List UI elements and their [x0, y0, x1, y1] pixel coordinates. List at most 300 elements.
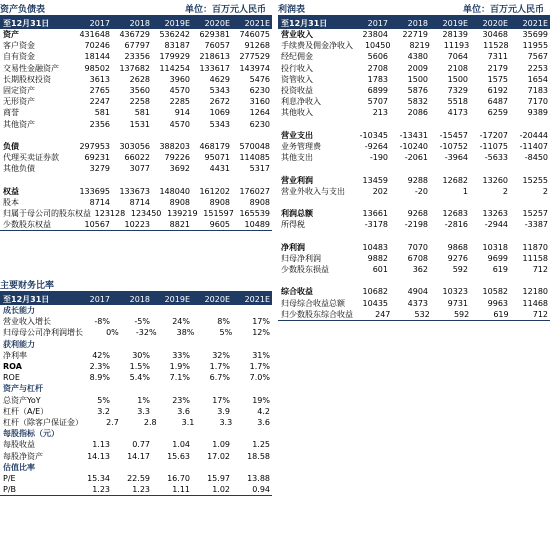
- cell-value: 1783: [367, 74, 388, 84]
- row-label: 负债: [3, 141, 19, 151]
- table-row: [278, 208, 550, 219]
- table-row: [0, 406, 272, 417]
- table-row: [278, 130, 550, 141]
- cell-value: 33%: [172, 350, 190, 360]
- cell-value: 6.7%: [209, 373, 230, 383]
- cell-value: 619: [492, 265, 508, 275]
- row-label: 利息净收入: [281, 97, 321, 107]
- cell-value: 12%: [252, 328, 270, 338]
- cell-value: -3178: [364, 220, 388, 230]
- cell-value: -20444: [519, 130, 548, 140]
- row-label: 估值比率: [3, 462, 35, 472]
- cell-value: 3560: [129, 86, 150, 96]
- cell-value: 2765: [89, 86, 110, 96]
- cell-value: 7329: [447, 86, 468, 96]
- cell-value: 2285: [169, 97, 190, 107]
- table-row: [278, 242, 550, 253]
- cell-value: 179929: [159, 52, 190, 62]
- cell-value: 123128: [94, 209, 126, 219]
- cell-value: 10450: [364, 41, 391, 51]
- cell-value: 9731: [447, 298, 468, 308]
- row-label: P/B: [3, 485, 17, 495]
- table-row: [278, 51, 550, 62]
- table-row: [0, 395, 272, 406]
- cell-value: 297953: [79, 141, 110, 151]
- row-label: 归母净利润: [281, 253, 321, 263]
- cell-value: -11407: [519, 141, 548, 151]
- cell-value: 9605: [209, 220, 230, 230]
- cell-value: 11468: [522, 298, 548, 308]
- ratios-title: 主要财务比率: [0, 281, 55, 291]
- cell-value: 22.59: [127, 473, 150, 483]
- cell-value: 4431: [209, 164, 230, 174]
- cell-value: 98502: [84, 63, 110, 73]
- cell-value: 11528: [483, 41, 509, 51]
- cell-value: 5343: [209, 119, 230, 129]
- cell-value: 9288: [407, 175, 428, 185]
- row-label: 杠杆（除客户保证金）: [3, 417, 83, 427]
- cell-value: 2.7: [106, 417, 119, 427]
- cell-value: 247: [375, 309, 391, 319]
- cell-value: 11158: [522, 253, 548, 263]
- row-label: 资产: [3, 30, 19, 40]
- table-row: [278, 174, 550, 185]
- cell-value: 10582: [482, 287, 508, 297]
- row-label: 杠杆（A/E）: [3, 406, 49, 416]
- table-row: [278, 63, 550, 74]
- table-bottom-rule: [0, 495, 272, 496]
- table-row: [0, 85, 272, 96]
- row-label: 归少数股东综合收益: [281, 309, 353, 319]
- ratios-panel: [0, 276, 272, 496]
- cell-value: 79226: [164, 153, 190, 163]
- table-row: [278, 264, 550, 275]
- row-label: 其他收入: [281, 108, 313, 118]
- cell-value: 3.3: [137, 406, 150, 416]
- table-row: [0, 208, 272, 219]
- table-row: [0, 141, 272, 152]
- cell-value: 712: [532, 309, 549, 319]
- cell-value: 2708: [367, 63, 388, 73]
- cell-value: -2816: [444, 220, 468, 230]
- cell-value: 83187: [164, 41, 190, 51]
- cell-value: 1: [462, 186, 468, 196]
- table-bottom-rule: [0, 230, 272, 231]
- table-row: [0, 40, 272, 51]
- header-year: 2020E: [204, 18, 230, 28]
- cell-value: 2258: [129, 97, 150, 107]
- row-label: 综合收益: [281, 287, 313, 297]
- cell-value: 3960: [169, 74, 190, 84]
- cell-value: 2.3%: [89, 362, 110, 372]
- cell-value: 23%: [172, 395, 190, 405]
- cell-value: 95071: [204, 153, 230, 163]
- cell-value: 3279: [89, 164, 110, 174]
- cell-value: 15.34: [87, 473, 110, 483]
- table-header-row: [0, 293, 272, 305]
- income-statement-table: [278, 17, 550, 321]
- row-label: 营业收入增长: [3, 317, 51, 327]
- cell-value: 19%: [252, 395, 270, 405]
- cell-value: 2672: [209, 97, 230, 107]
- cell-value: 8908: [249, 197, 270, 207]
- cell-value: 69231: [84, 153, 110, 163]
- cell-value: -10345: [359, 130, 388, 140]
- cell-value: 14.13: [87, 451, 110, 461]
- cell-value: 2: [502, 186, 508, 196]
- row-label: 自有资金: [3, 52, 35, 62]
- table-row: [0, 439, 272, 450]
- cell-value: 165539: [239, 209, 271, 219]
- spacer-row: [278, 119, 550, 130]
- table-row: [278, 219, 550, 230]
- cell-value: 1500: [407, 74, 428, 84]
- cell-value: 70246: [84, 41, 110, 51]
- cell-value: 3.9: [217, 406, 230, 416]
- row-label: 每股指标（元）: [3, 429, 59, 439]
- row-label: 代理买卖证券款: [3, 153, 59, 163]
- cell-value: -8450: [524, 153, 548, 163]
- cell-value: -10752: [439, 141, 468, 151]
- table-row: [0, 96, 272, 107]
- cell-value: 8714: [129, 197, 150, 207]
- section-header-row: [0, 305, 272, 316]
- cell-value: 4570: [169, 119, 190, 129]
- cell-value: 11955: [522, 41, 549, 51]
- row-label: ROA: [3, 362, 22, 372]
- row-label: 少数股东权益: [3, 220, 51, 230]
- cell-value: 35699: [522, 30, 548, 40]
- row-label: 权益: [3, 186, 19, 196]
- cell-value: 592: [452, 265, 468, 275]
- cell-value: 17.02: [207, 451, 230, 461]
- income-statement-title: 利润表: [278, 5, 306, 15]
- row-label: 少数股东损益: [281, 265, 329, 275]
- cell-value: 10567: [84, 220, 110, 230]
- table-row: [0, 29, 272, 40]
- cell-value: 570048: [239, 141, 270, 151]
- cell-value: 218613: [199, 52, 230, 62]
- cell-value: 5317: [249, 164, 270, 174]
- header-year: 2017: [367, 18, 388, 28]
- header-year: 2017: [89, 18, 110, 28]
- spacer-row: [278, 197, 550, 208]
- cell-value: 1.7%: [209, 362, 230, 372]
- cell-value: 213: [372, 108, 388, 118]
- cell-value: 10223: [124, 220, 150, 230]
- cell-value: 12180: [522, 287, 548, 297]
- cell-value: 137682: [119, 63, 150, 73]
- cell-value: 581: [134, 108, 150, 118]
- cell-value: 9268: [407, 209, 428, 219]
- spacer-row: [278, 163, 550, 174]
- cell-value: 3.6: [257, 417, 270, 427]
- cell-value: 8219: [409, 41, 430, 51]
- cell-value: -3387: [524, 220, 548, 230]
- row-label: 其他负债: [3, 164, 35, 174]
- balance-sheet-unit: 单位：百万元人民币: [184, 5, 266, 15]
- row-label: 长期股权投资: [3, 74, 51, 84]
- cell-value: 629381: [199, 30, 230, 40]
- income-statement-unit: 单位：百万元人民币: [462, 5, 544, 15]
- header-year: 2020E: [204, 294, 230, 304]
- cell-value: 8%: [217, 317, 230, 327]
- spacer-row: [0, 130, 272, 141]
- cell-value: 2356: [89, 119, 110, 129]
- row-label: 经纪佣金: [281, 52, 313, 62]
- row-label: 利润总额: [281, 209, 313, 219]
- table-row: [278, 29, 550, 40]
- cell-value: 601: [372, 265, 388, 275]
- cell-value: 1.23: [92, 485, 110, 495]
- spacer-row: [278, 275, 550, 286]
- cell-value: 13661: [362, 209, 388, 219]
- row-label: 商誉: [3, 108, 19, 118]
- table-row: [278, 40, 550, 51]
- cell-value: 3.3: [219, 417, 233, 427]
- row-label: ROE: [3, 373, 20, 383]
- header-year: 2019E: [164, 294, 190, 304]
- table-row: [278, 152, 550, 163]
- cell-value: 114085: [239, 153, 270, 163]
- cell-value: 1500: [447, 74, 468, 84]
- ratios-table: [0, 293, 272, 496]
- cell-value: 1.04: [172, 440, 190, 450]
- cell-value: 4904: [407, 287, 428, 297]
- cell-value: -190: [369, 153, 388, 163]
- cell-value: 17%: [252, 317, 270, 327]
- balance-sheet-title-bar: [0, 0, 272, 17]
- header-year: 2018: [129, 294, 150, 304]
- cell-value: 746075: [239, 30, 270, 40]
- row-label: 每股净资产: [3, 451, 43, 461]
- cell-value: 1575: [487, 74, 508, 84]
- cell-value: 7311: [487, 52, 508, 62]
- cell-value: 3692: [169, 164, 190, 174]
- cell-value: 12683: [442, 209, 468, 219]
- cell-value: 91268: [244, 41, 270, 51]
- row-label: 归母综合收益总额: [281, 298, 345, 308]
- row-label: 营业收入: [281, 30, 313, 40]
- income-statement-title-bar: [278, 0, 550, 17]
- cell-value: 1264: [249, 108, 270, 118]
- cell-value: 31%: [252, 350, 270, 360]
- cell-value: 9276: [447, 253, 468, 263]
- table-row: [0, 327, 272, 338]
- row-label: 投资收益: [281, 86, 313, 96]
- cell-value: 66022: [124, 153, 150, 163]
- cell-value: 123450: [130, 209, 162, 219]
- cell-value: 3.6: [177, 406, 190, 416]
- row-label: 营业支出: [281, 130, 313, 140]
- cell-value: 1531: [129, 119, 150, 129]
- balance-sheet-title: 资产负债表: [0, 5, 46, 15]
- row-label: P/E: [3, 473, 16, 483]
- cell-value: 15.97: [207, 473, 230, 483]
- row-label: 其他资产: [3, 119, 35, 129]
- cell-value: 9963: [487, 298, 508, 308]
- cell-value: 16.70: [167, 473, 190, 483]
- cell-value: 14.17: [127, 451, 150, 461]
- table-row: [0, 417, 272, 428]
- row-label: 资产与杠杆: [3, 384, 43, 394]
- cell-value: 10318: [482, 242, 508, 252]
- row-label: 无形资产: [3, 97, 35, 107]
- cell-value: 7567: [527, 52, 548, 62]
- cell-value: 1.09: [212, 440, 230, 450]
- row-label: 资管收入: [281, 74, 313, 84]
- cell-value: 592: [453, 309, 470, 319]
- table-row: [0, 63, 272, 74]
- income-statement-panel: [278, 0, 550, 321]
- cell-value: 431648: [79, 30, 110, 40]
- cell-value: 7070: [407, 242, 428, 252]
- cell-value: 8.9%: [89, 373, 110, 383]
- cell-value: -11075: [479, 141, 508, 151]
- cell-value: 5707: [367, 97, 388, 107]
- cell-value: 13459: [362, 175, 388, 185]
- cell-value: 0%: [106, 328, 119, 338]
- cell-value: -15457: [439, 130, 468, 140]
- header-label: 至12月31日: [3, 18, 50, 28]
- row-label: 营业外收入与支出: [281, 186, 345, 196]
- cell-value: -32%: [135, 328, 157, 338]
- cell-value: -9264: [364, 141, 388, 151]
- table-row: [0, 197, 272, 208]
- cell-value: 2179: [487, 63, 508, 73]
- cell-value: 532: [414, 309, 430, 319]
- table-row: [278, 253, 550, 264]
- cell-value: 436729: [119, 30, 150, 40]
- cell-value: 2.8: [143, 417, 157, 427]
- cell-value: 42%: [92, 350, 110, 360]
- header-label: 至12月31日: [281, 18, 328, 28]
- cell-value: 1.11: [172, 485, 190, 495]
- header-year: 2021E: [244, 294, 270, 304]
- cell-value: 6487: [487, 97, 508, 107]
- cell-value: 2009: [407, 63, 428, 73]
- row-label: 每股收益: [3, 440, 35, 450]
- cell-value: 30%: [132, 350, 150, 360]
- cell-value: 13260: [482, 175, 508, 185]
- cell-value: 6230: [249, 86, 270, 96]
- section-header-row: [0, 462, 272, 473]
- cell-value: -20: [414, 186, 428, 196]
- row-label: 客户资金: [3, 41, 35, 51]
- cell-value: 6899: [367, 86, 388, 96]
- cell-value: 3.1: [181, 417, 195, 427]
- cell-value: -13431: [399, 130, 428, 140]
- cell-value: 30468: [482, 30, 508, 40]
- cell-value: 0.77: [132, 440, 150, 450]
- row-label: 交易性金融资产: [3, 63, 59, 73]
- table-row: [278, 186, 550, 197]
- table-row: [0, 107, 272, 118]
- table-row: [0, 186, 272, 197]
- table-row: [278, 96, 550, 107]
- table-row: [278, 141, 550, 152]
- cell-value: 3613: [89, 74, 110, 84]
- cell-value: 32%: [212, 350, 230, 360]
- cell-value: -2198: [404, 220, 428, 230]
- cell-value: 8908: [169, 197, 190, 207]
- row-label: 固定资产: [3, 86, 35, 96]
- cell-value: -2944: [484, 220, 508, 230]
- cell-value: 6230: [249, 119, 270, 129]
- cell-value: 303056: [119, 141, 150, 151]
- cell-value: 7064: [447, 52, 468, 62]
- spacer-row: [0, 174, 272, 185]
- table-row: [0, 450, 272, 461]
- cell-value: 3077: [129, 164, 150, 174]
- cell-value: 5832: [407, 97, 428, 107]
- cell-value: 9389: [527, 108, 548, 118]
- table-row: [0, 119, 272, 130]
- cell-value: 5606: [367, 52, 388, 62]
- table-row: [278, 309, 550, 320]
- table-row: [0, 361, 272, 372]
- cell-value: 13.88: [247, 473, 270, 483]
- ratios-title-bar: [0, 276, 272, 293]
- cell-value: 10489: [244, 220, 270, 230]
- cell-value: -5%: [134, 317, 150, 327]
- table-row: [0, 372, 272, 383]
- row-label: 所得税: [281, 220, 305, 230]
- cell-value: 7170: [527, 97, 548, 107]
- header-year: 2021E: [244, 18, 270, 28]
- spacer-row: [278, 230, 550, 241]
- cell-value: 2: [542, 186, 548, 196]
- row-label: 净利率: [3, 350, 27, 360]
- cell-value: 619: [493, 309, 509, 319]
- cell-value: 6259: [487, 108, 508, 118]
- cell-value: 23356: [124, 52, 150, 62]
- cell-value: 5343: [209, 86, 230, 96]
- row-label: 归属于母公司的股东权益: [3, 209, 91, 219]
- cell-value: 17%: [212, 395, 230, 405]
- cell-value: 10323: [442, 287, 468, 297]
- cell-value: 2108: [447, 63, 468, 73]
- cell-value: 11870: [522, 242, 548, 252]
- cell-value: 151597: [203, 209, 234, 219]
- header-year: 2017: [89, 294, 110, 304]
- cell-value: 388203: [159, 141, 190, 151]
- cell-value: 9882: [367, 253, 388, 263]
- cell-value: 4570: [169, 86, 190, 96]
- header-year: 2019E: [442, 18, 468, 28]
- cell-value: 133695: [79, 186, 110, 196]
- cell-value: 15257: [522, 209, 548, 219]
- cell-value: 468179: [199, 141, 230, 151]
- cell-value: 67797: [124, 41, 150, 51]
- cell-value: 7183: [527, 86, 548, 96]
- row-label: 成长能力: [3, 306, 35, 316]
- cell-value: 277529: [239, 52, 270, 62]
- cell-value: -2061: [404, 153, 428, 163]
- cell-value: 10435: [362, 298, 388, 308]
- cell-value: 9868: [447, 242, 468, 252]
- header-year: 2021E: [522, 18, 548, 28]
- cell-value: 1.9%: [169, 362, 190, 372]
- table-row: [278, 286, 550, 297]
- row-label: 营业利润: [281, 175, 313, 185]
- cell-value: 5476: [249, 74, 270, 84]
- row-label: 股本: [3, 197, 19, 207]
- table-row: [0, 473, 272, 484]
- cell-value: 23804: [362, 30, 388, 40]
- row-label: 归母母公司净利润增长: [3, 328, 83, 338]
- cell-value: 581: [94, 108, 110, 118]
